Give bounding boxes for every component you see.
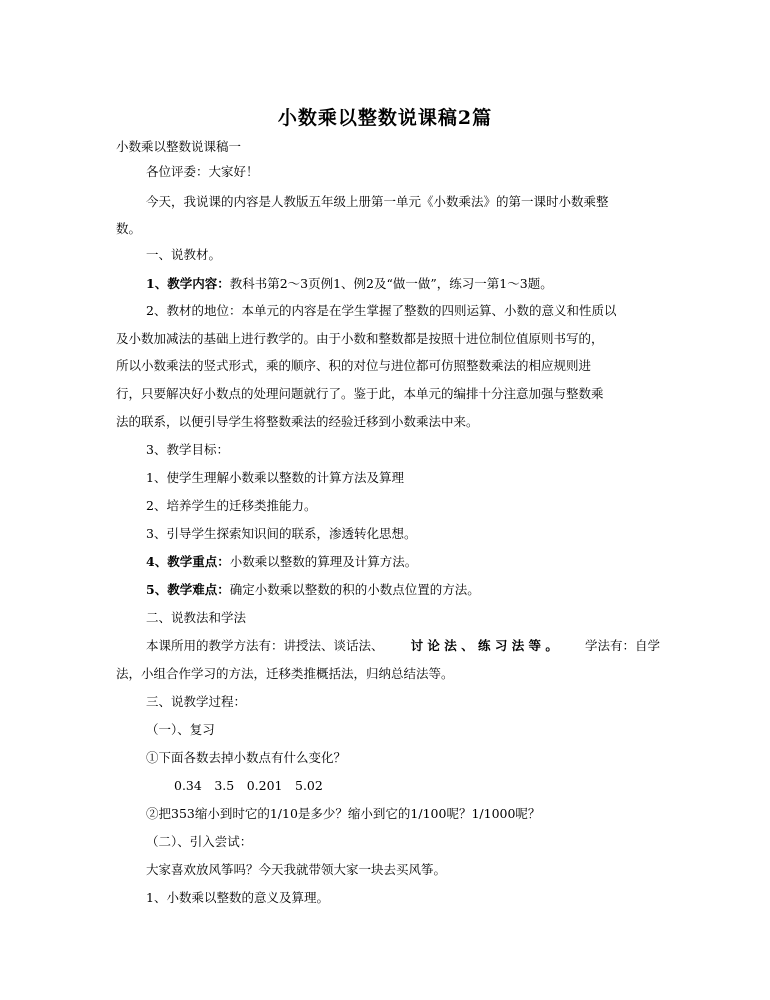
methods-text-b: 讨 论 法 、 练 习 法 等 。 [410,638,558,653]
question-2: ②把353缩小到时它的1/10是多少？缩小到它的1/100呢？1/1000呢？ [146,806,541,821]
teaching-content-text: 教科书第2～3页例1、例2及“做一做”，练习一第1～3题。 [229,276,553,291]
meaning-heading: 1、小数乘以整数的意义及算理。 [146,890,329,905]
goal-3: 3、引导学生探索知识间的联系，渗透转化思想。 [146,526,417,541]
intro-heading: （二）、引入尝试： [146,834,253,849]
teaching-goals-heading: 3、教学目标： [146,442,229,457]
greeting: 各位评委：大家好！ [146,164,259,179]
material-position-line5: 法的联系，以便引导学生将整数乘法的经验迁移到小数乘法中来。 [116,414,479,429]
teaching-content-label: 1、教学内容： [146,276,230,291]
subtitle: 小数乘以整数说课稿一 [116,139,242,154]
difficult-point [146,581,660,599]
paragraph-intro-line1: 今天，我说课的内容是人教版五年级上册第一单元《小数乘法》的第一课时小数乘整 [146,194,609,209]
section-heading-3: 三、说教学过程： [146,694,247,709]
paragraph-intro-line2: 数。 [116,221,142,236]
methods-line1 [146,637,660,655]
methods-line2: 法，小组合作学习的方法，迁移类推概括法，归纳总结法等。 [116,666,454,681]
material-position-line3: 所以小数乘法的竖式形式，乘的顺序、积的对位与进位都可仿照整数乘法的相应规则进 [116,358,592,373]
decimal-numbers: 0.34 3.5 0.201 5.02 [174,778,323,793]
kite-paragraph: 大家喜欢放风筝吗？今天我就带领大家一块去买风筝。 [146,862,447,877]
review-heading: （一）、复习 [146,722,215,737]
key-point-label: 4、教学重点： [146,554,230,569]
teaching-content [146,275,660,293]
question-1: ①下面各数去掉小数点有什么变化？ [146,750,347,765]
difficult-point-label: 5、教学难点： [146,582,230,597]
key-point [146,553,660,571]
material-position-line4: 行，只要解决好小数点的处理问题就行了。鉴于此，本单元的编排十分注意加强与整数乘 [116,386,604,401]
material-position-line1: 2、教材的地位：本单元的内容是在学生掌握了整数的四则运算、小数的意义和性质以 [146,303,617,318]
material-position-line2: 及小数加减法的基础上进行教学的。由于小数和整数都是按照十进位制位值原则书写的， [116,331,604,346]
methods-text-a: 本课所用的教学方法有：讲授法、谈话法、 [146,638,384,653]
key-point-text: 小数乘以整数的算理及计算方法。 [229,554,418,569]
document-title: 小数乘以整数说课稿2篇 [277,107,493,129]
section-heading-1: 一、说教材。 [146,247,222,262]
goal-1: 1、使学生理解小数乘以整数的计算方法及算理 [146,470,404,485]
difficult-point-text: 确定小数乘以整数的积的小数点位置的方法。 [229,582,480,597]
section-heading-2: 二、说教法和学法 [146,610,247,625]
methods-text-c: 学法有：自学 [584,638,660,653]
goal-2: 2、培养学生的迁移类推能力。 [146,498,317,513]
